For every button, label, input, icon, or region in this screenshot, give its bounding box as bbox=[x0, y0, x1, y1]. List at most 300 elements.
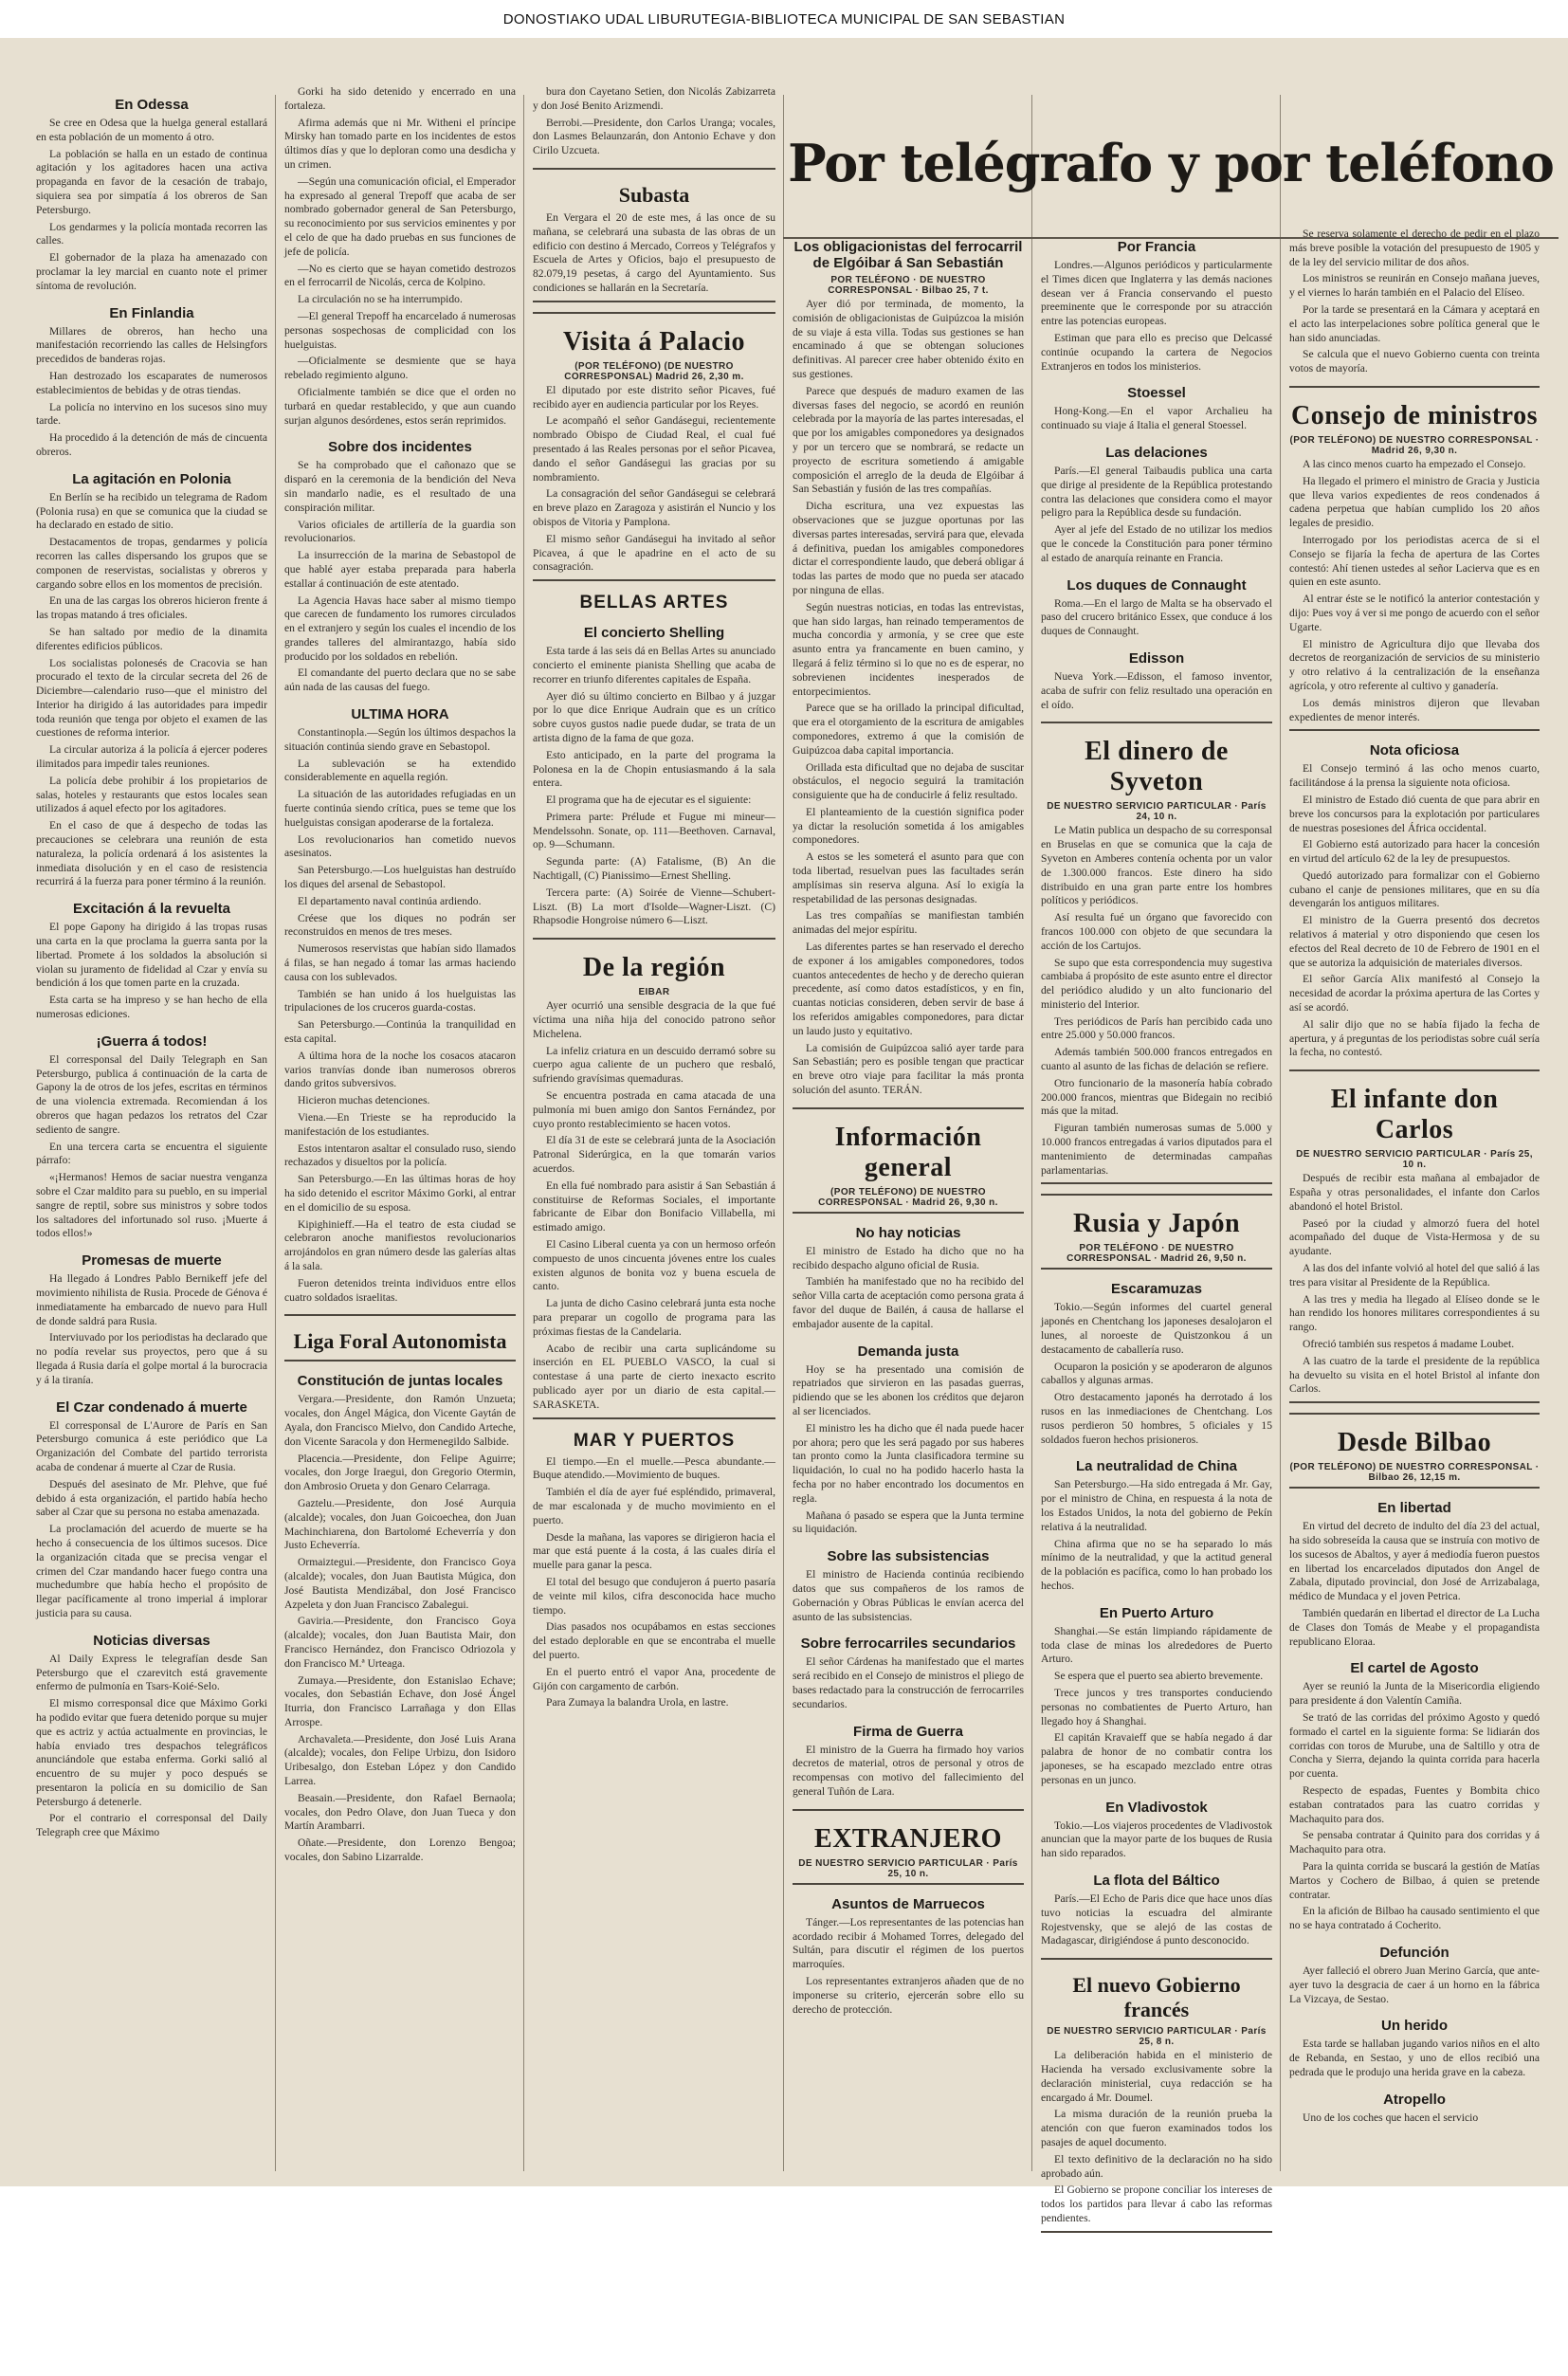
article-paragraph: Trece juncos y tres transportes conduciendo personas no combatientes de Puerto Arturo, han llegado hoy á Shanghai. bbox=[1041, 1686, 1272, 1727]
article-paragraph: Primera parte: Prélude et Fugue mi mineur—Mendelssohn. Sonate, op. 111—Beethoven. Carnaval, op. 9—Schumann. bbox=[533, 810, 775, 851]
article-paragraph: El planteamiento de la cuestión significa poder ya dictar la resolución sometida á los amigables componedores. bbox=[793, 805, 1024, 847]
article-paragraph: La junta de dicho Casino celebrará junta esta noche para preparar un cogollo de programa para las próximas fiestas de la Candelaria. bbox=[533, 1297, 775, 1338]
article-paragraph: Por el contrario el corresponsal del Daily Telegraph cree que Máximo bbox=[36, 1812, 267, 1839]
article-paragraph: Orillada esta dificultad que no dejaba de suscitar obstáculos, el negocio seguirá la tramitación consiguiente que ha de conducirle á feliz resultado. bbox=[793, 760, 1024, 802]
article-paragraph: Numerosos reservistas que habían sido llamados á filas, se han negado á tomar las armas haciendo causa con los sublevados. bbox=[284, 942, 516, 983]
article-paragraph: También el día de ayer fué espléndido, primaveral, de mar escalonada y de mucho movimiento en el puerto. bbox=[533, 1486, 775, 1526]
column-5 bbox=[1033, 228, 1280, 2376]
article-paragraph: Viena.—En Trieste se ha reproducido la manifestación de los estudiantes. bbox=[284, 1111, 516, 1138]
article-paragraph: San Petersburgo.—Ha sido entregada á Mr. Gay, por el ministro de China, en respuesta á la nota de los Estados Unidos, la nota del gobierno de Pekín relativa á la neutralidad. bbox=[1041, 1478, 1272, 1533]
article-headline: En Vladivostok bbox=[1105, 1799, 1208, 1816]
article-headline: El concierto Shelling bbox=[583, 625, 725, 642]
article bbox=[793, 1225, 1024, 1332]
article-headline: Las delaciones bbox=[1105, 444, 1208, 461]
article bbox=[1289, 1945, 1540, 2006]
article-headline: MAR Y PUERTOS bbox=[573, 1430, 736, 1451]
article-headline: Demanda justa bbox=[857, 1343, 959, 1360]
article-paragraph: A última hora de la noche los cosacos atacaron varios tranvías donde iban numerosos obreros dando gritos subversivos. bbox=[284, 1049, 516, 1090]
article-paragraph: La policía no intervino en los sucesos sino muy tarde. bbox=[36, 400, 267, 428]
article-paragraph: San Petersburgo.—Los huelguistas han destruído los diques del arsenal de Sebastopol. bbox=[284, 864, 516, 891]
article bbox=[1289, 386, 1540, 731]
article-headline: El dinero de Syveton bbox=[1085, 737, 1229, 797]
article-headline: Edisson bbox=[1128, 649, 1185, 667]
article-paragraph: El programa que ha de ejecutar es el siguiente: bbox=[546, 794, 752, 807]
article-headline: Por Francia bbox=[1117, 239, 1196, 255]
article-paragraph: La proclamación del acuerdo de muerte se ha hecho á consecuencia de los últimos sucesos. Dice la organización citada que se precisa vengar el crimen del Czar mandando hacer fuego contra una muchedumbre que había hecho el propósito de llegar pacíficamente al trono imperial á implorar justicia para su causa. bbox=[36, 1523, 267, 1619]
article-paragraph: Shanghai.—Se están limpiando rápidamente de toda clase de minas los alrededores de Puerto Arturo. bbox=[1041, 1624, 1272, 1666]
article-paragraph: El departamento naval continúa ardiendo. bbox=[298, 894, 482, 907]
article-paragraph: Además también 500.000 francos entregados en cuanto al asunto de las fichas de delación se refiere. bbox=[1041, 1046, 1272, 1073]
article-paragraph: El total del besugo que condujeron á puerto pasaría de veinte mil kilos, cifra desconocida hace mucho tiempo. bbox=[533, 1575, 775, 1617]
article-paragraph: Ha llegado á Londres Pablo Bernikeff jefe del movimiento nihilista de Rusia. Procede de Génova é inmediatamente ha embarcado de nuevo para Hull de donde saldrá para Rusia. bbox=[36, 1272, 267, 1327]
article-headline: El nuevo Gobierno francés bbox=[1072, 1973, 1241, 2022]
article-headline: Desde Bilbao bbox=[1337, 1428, 1492, 1458]
article-paragraph: —Oficialmente se desmiente que se haya rebelado regimiento alguno. bbox=[284, 355, 516, 382]
article-headline: ¡Guerra á todos! bbox=[96, 1033, 208, 1050]
article bbox=[36, 1252, 267, 1387]
article-paragraph: La infeliz criatura en un descuido derramó sobre su cuerpo agua caliente de un puchero que resbaló, sufriendo gravísimas quemaduras. bbox=[533, 1044, 775, 1086]
article-dateline: DE NUESTRO SERVICIO PARTICULAR · París 25, 10 n. bbox=[798, 1857, 1018, 1879]
article-paragraph: La consagración del señor Gandásegui se celebrará en breve plazo en Zaragoza y asistirán el Nuncio y los obispos de Vitoria y Pamplona. bbox=[533, 487, 775, 528]
article-paragraph: Zumaya.—Presidente, don Estanislao Echave; vocales, don Sebastián Echave, don José Ángel Iturria, don Francisco Larrañaga y don Ellas Arrospe. bbox=[284, 1673, 516, 1728]
article-headline: Noticias diversas bbox=[93, 1632, 210, 1649]
column-1 bbox=[28, 85, 275, 2234]
article-paragraph: Después del asesinato de Mr. Plehve, que fué debido á esta organización, el partido había hecho saber al Czar que su persona no estaba amenazada. bbox=[36, 1477, 267, 1519]
article-paragraph: Berrobi.—Presidente, don Carlos Uranga; vocales, don Lasmes Belaunzarán, don Antonio Echave y don Cirilo Uzcueta. bbox=[533, 116, 775, 157]
column-rule bbox=[275, 95, 276, 2171]
article-headline: Rusia y Japón bbox=[1072, 1209, 1241, 1239]
article bbox=[533, 85, 775, 158]
article-paragraph: París.—El Echo de Paris dice que hace unos días tuvo noticias la escuadra del almirante Rojestvensky, que se alejó de las costas de Madagascar, dirigiéndose á punto desconocido. bbox=[1041, 1892, 1272, 1947]
article-paragraph: La comisión de Guipúzcoa salió ayer tarde para San Sebastián; pero es posible tengan que practicar en breve otro viaje para facilitar la más pronta solución del asunto. TERÁN. bbox=[793, 1041, 1024, 1097]
column-4 bbox=[785, 228, 1031, 2376]
article-headline: ULTIMA HORA bbox=[351, 706, 449, 723]
article-paragraph: Parece que se ha orillado la principal dificultad, que era el otorgamiento de la escritura de amigables componedores, extremo á que la comisión de Guipúzcoa daba capital importancia. bbox=[793, 702, 1024, 757]
article-dateline: POR TELÉFONO · DE NUESTRO CORRESPONSAL · Madrid 26, 9,50 n. bbox=[1067, 1243, 1247, 1265]
article-paragraph: Ayer falleció el obrero Juan Merino García, que ante-ayer tuvo la desgracia de caer á un horno en la fábrica La Vizcaya, de Sestao. bbox=[1289, 1964, 1540, 2005]
article-paragraph: Se espera que el puerto sea abierto brevemente. bbox=[1054, 1670, 1264, 1683]
article-paragraph: Después de recibir esta mañana al embajador de España y otras personalidades, el infante don Carlos abandonó el hotel Bristol. bbox=[1289, 1172, 1540, 1213]
article bbox=[1041, 1281, 1272, 1447]
article-dateline: (POR TELÉFONO) DE NUESTRO CORRESPONSAL · Madrid 26, 9,30 n. bbox=[1289, 434, 1540, 456]
article-paragraph: Los demás ministros dijeron que llevaban expedientes de menor interés. bbox=[1289, 696, 1540, 723]
article-paragraph: Paseó por la ciudad y almorzó fuera del hotel acompañado del duque de Vista-Hermosa y de su ayudante. bbox=[1289, 1216, 1540, 1258]
article bbox=[36, 1033, 267, 1241]
article-paragraph: Destacamentos de tropas, gendarmes y policía recorren las calles dispersando los grupos que se componen de reservistas, socialistas y obreros y cargando sobre ellos en los momentos de precisión. bbox=[36, 536, 267, 591]
article-paragraph: Afirma además que ni Mr. Witheni el príncipe Mirsky han tomado parte en los incidentes de estos últimos días y que lo deploran como una desdicha y un crimen. bbox=[284, 116, 516, 171]
article-paragraph: El Gobierno se propone conciliar los intereses de todos los partidos para llevar á cabo las reformas pendientes. bbox=[1041, 2184, 1272, 2224]
article-paragraph: Al salir dijo que no se había fijado la fecha de apertura, y á preguntas de los periodistas sobre cuál sería la fecha, no contestó. bbox=[1289, 1017, 1540, 1059]
article-headline: En Puerto Arturo bbox=[1099, 1604, 1214, 1621]
article-paragraph: Constantinopla.—Según los últimos despachos la situación continúa siendo grave en Sebastopol. bbox=[284, 726, 516, 753]
article-paragraph: —El general Trepoff ha encarcelado á numerosas personas sospechosas de complicidad con los huelguistas. bbox=[284, 309, 516, 351]
article-headline: En Finlandia bbox=[109, 304, 194, 321]
article-paragraph: Los gendarmes y la policía montada recorren las calles. bbox=[36, 220, 267, 247]
article-paragraph: Se han saltado por medio de la dinamita diferentes edificios públicos. bbox=[36, 625, 267, 652]
article-paragraph: El capitán Kravaieff que se había negado á dar palabra de honor de no combatir contra los japoneses, se ha escapado mezclado entre otras personas en un junco. bbox=[1041, 1731, 1272, 1786]
article-paragraph: Uno de los coches que hacen el servicio bbox=[1303, 2111, 1479, 2124]
article-dateline: POR TELÉFONO · DE NUESTRO CORRESPONSAL · Bilbao 25, 7 t. bbox=[828, 275, 989, 296]
article-paragraph: Kipighinieff.—Ha el teatro de esta ciudad se celebraron anoche manifiestos revolucionarios arrojándolos en gran número desde las galerías altas á la sala. bbox=[284, 1217, 516, 1272]
article bbox=[1289, 1660, 1540, 1933]
article bbox=[1289, 742, 1540, 1060]
article-paragraph: Fueron detenidos treinta individuos entre ellos cuatro soldados israelitas. bbox=[284, 1276, 516, 1304]
article-paragraph: Roma.—En el largo de Malta se ha observado el paso del crucero británico Essex, que conduce á los duques de Connaught. bbox=[1041, 596, 1272, 638]
article-paragraph: Así resulta fué un órgano que favorecido con francos 100.000 con objeto de que secundara la acción de los Cartujos. bbox=[1041, 911, 1272, 952]
article-paragraph: El diputado por este distrito señor Picaves, fué recibido ayer en audiencia particular por los Reyes. bbox=[533, 383, 775, 411]
article-paragraph: Se ha comprobado que el cañonazo que se disparó en la ceremonia de la bendición del Neva sin mandarlo nadie, es el resultado de una conspiración militar. bbox=[284, 459, 516, 514]
article-paragraph: La circular autoriza á la policía á ejercer poderes ilimitados para impedir tales reuniones. bbox=[36, 743, 267, 771]
article bbox=[533, 625, 775, 928]
article-paragraph: Segunda parte: (A) Fatalisme, (B) An die Nachtigall, (C) Pianissimo—Ernest Shelling. bbox=[533, 855, 775, 883]
article-headline: Nota oficiosa bbox=[1369, 742, 1460, 759]
article-paragraph: A las dos del infante volvió al hotel del que salió á las tres para visitar al Presidente de la República. bbox=[1289, 1262, 1540, 1289]
article-paragraph: El ministro de Estado ha dicho que no ha recibido despacho alguno oficial de Rusia. bbox=[793, 1244, 1024, 1271]
article-paragraph: Estiman que para ello es preciso que Delcassé continúe ocupando la cartera de Negocios Extranjeros en todos los ministerios. bbox=[1041, 331, 1272, 373]
article-paragraph: Tokio.—Según informes del cuartel general japonés en Chentchang los japoneses desalojaron el lunes, al noroeste de Quistzonkou á un destacamento de caballería ruso. bbox=[1041, 1301, 1272, 1356]
article bbox=[284, 1314, 516, 1362]
article-headline: Liga Foral Autonomista bbox=[293, 1329, 507, 1354]
article-paragraph: Se encuentra postrada en cama atacada de una pulmonía mi buen amigo don Santos Fernández, por cuyo pronto restablecimiento se hacen votos. bbox=[533, 1089, 775, 1130]
article-paragraph: La insurrección de la marina de Sebastopol de que hablé ayer estaba preparada para haberla estallar á continuación de este atentado. bbox=[284, 549, 516, 590]
article-paragraph: A estos se les someterá el asunto para que con toda libertad, resuelvan pues las facultades serán amplísimas sin reserva alguna. Así lo exigía la respetabilidad de las personas designadas. bbox=[793, 850, 1024, 905]
article-paragraph: Hoy se ha presentado una comisión de repatriados que sirvieron en las pasadas guerras, pidiendo que se les abonen los créditos que dejaron al ser licenciados. bbox=[793, 1362, 1024, 1417]
article-paragraph: El ministro de Hacienda continúa recibiendo datos que sus compañeros de los ramos de Gobernación y Obras Públicas le envían acerca del asunto de las subsistencias. bbox=[793, 1568, 1024, 1623]
article-paragraph: Oñate.—Presidente, don Lorenzo Bengoa; vocales, don Sabino Lizarralde. bbox=[284, 1837, 516, 1864]
article-paragraph: El ministro de Agricultura dijo que llevaba dos decretos de reorganización de servicios de su ministerio y otro relativo á la centralización de la enseñanza agrícola, y otro referente al cultivo y ganadería. bbox=[1289, 637, 1540, 692]
article-paragraph: Hong-Kong.—En el vapor Archalieu ha continuado su viaje á Italia el general Stoessel. bbox=[1041, 405, 1272, 432]
article-paragraph: Se cree en Odesa que la huelga general estallará en esta población de un momento á otro. bbox=[36, 117, 267, 143]
article-paragraph: —Según una comunicación oficial, el Emperador ha expresado al general Trepoff que acaba de ser nombrado gobernador general de San Petersburgo, su reconocimiento por sus servicios eminentes y por el celo de que ha dado pruebas en sus funciones de jefe de policía. bbox=[284, 174, 516, 258]
article-paragraph: Archavaleta.—Presidente, don José Luis Arana (alcalde); vocales, don Felipe Urbizu, don Isidoro Uribesalgo, don Esteban López y don Candido Larrea. bbox=[284, 1732, 516, 1788]
article-paragraph: Los revolucionarios han cometido nuevos asesinatos. bbox=[284, 832, 516, 860]
article-paragraph: Beasain.—Presidente, don Rafael Bernaola; vocales, don Pedro Olave, don Juan Tueca y don Martín Arambarri. bbox=[284, 1791, 516, 1833]
article-headline: En libertad bbox=[1377, 1500, 1451, 1517]
article-paragraph: Ormaiztegui.—Presidente, don Francisco Goya (alcalde); vocales, don Juan Bautista Múgica, don José Bautista Mendizábal, don José Francisco Azpeleta y don Juan Francisco Zabalegui. bbox=[284, 1556, 516, 1611]
article-paragraph: También ha manifestado que no ha recibido del señor Villa carta de aceptación como persona grata á favor del duque de Bailén, á causa de hallarse el embajador ausente de la capital. bbox=[793, 1275, 1024, 1330]
article-paragraph: En el puerto entró el vapor Ana, procedente de Gijón con cargamento de carbón. bbox=[533, 1665, 775, 1692]
article-paragraph: Esto anticipado, en la parte del programa la Polonesa en la de Chopin entusiasmando á la sala entera. bbox=[533, 748, 775, 790]
article-paragraph: Respecto de espadas, Fuentes y Bombita chico estaban contratados para las cuatro corridas y Machaquito para dos. bbox=[1289, 1783, 1540, 1825]
article-paragraph: Ocuparon la posición y se apoderaron de algunos caballos y algunas armas. bbox=[1041, 1360, 1272, 1387]
article-paragraph: Oficialmente también se dice que el orden no turbará en quedar restablecido, y que aun cuando surjan algunos desórdenes, estos serán reprimidos. bbox=[284, 385, 516, 427]
article bbox=[284, 706, 516, 1305]
article bbox=[1289, 1069, 1540, 1403]
article-paragraph: El Casino Liberal cuenta ya con un hermoso orfeón compuesto de unos cincuenta jóvenes entre los cuales existen algunos de bonita voz y buena escuela de canto. bbox=[533, 1238, 775, 1293]
article bbox=[793, 1548, 1024, 1624]
article-paragraph: Vergara.—Presidente, don Ramón Unzueta; vocales, don Ángel Mágica, don Vicente Gaytán de Ayala, don Francisco Mielvo, don Candido Arteche, don Vicente Saracola y don Hermenegildo Salbide. bbox=[284, 1393, 516, 1448]
article-dateline: DE NUESTRO SERVICIO PARTICULAR · París 25, 8 n. bbox=[1047, 2026, 1267, 2048]
article-paragraph: Interrogado por los periodistas acerca de si el Consejo se fijaría la fecha de apertura de las Cortes contestó: Ahí tienen ustedes al señor Lacierva que es en quien en este asunto. bbox=[1289, 533, 1540, 589]
article bbox=[1289, 2092, 1540, 2126]
article-paragraph: Al Daily Express le telegrafían desde San Petersburgo que el czarevitch está gravemente enfermo de pulmonía en Tsars-Koié-Selo. bbox=[36, 1652, 267, 1693]
article-paragraph: El ministro de la Guerra ha firmado hoy varios decretos de material, otros de personal y otros de recompensas con motivo del fallecimiento del general Tuñón de Lara. bbox=[793, 1743, 1024, 1798]
article bbox=[1041, 577, 1272, 639]
article-paragraph: Por la tarde se presentará en la Cámara y aceptará en el acto las interpelaciones sobre política general que le han sido anunciadas. bbox=[1289, 302, 1540, 344]
article-paragraph: En Vergara el 20 de este mes, á las once de su mañana, se celebrará una subasta de las obras de un edificio con destino á Mercado, Correos y Telégrafos y Escuela de Artes y Oficios, bajo el presupuesto de 82.079,19 pesetas, á cargo del Ayuntamiento. Sus condiciones se hallarán en la Secretaría. bbox=[533, 210, 775, 294]
article-paragraph: Gaztelu.—Presidente, don José Aurquia (alcalde); vocales, don Juan Goicoechea, don Juan Machinchiarena, don Bartolomé Echeverría y don Justo Echeverría. bbox=[284, 1496, 516, 1552]
article-headline: Sobre las subsistencias bbox=[827, 1548, 990, 1565]
article-paragraph: Quedó autorizado para formalizar con el Gobierno cubano el canje de pensiones militares, que en su día devengarán los antiguos militares. bbox=[1289, 868, 1540, 910]
article-headline: Los obligacionistas del ferrocarril de Elgóibar á San Sebastián bbox=[793, 239, 1023, 271]
article-dateline: (POR TELÉFONO) (DE NUESTRO CORRESPONSAL) Madrid 26, 2,30 m. bbox=[564, 360, 744, 382]
article bbox=[793, 239, 1024, 1098]
article-paragraph: El corresponsal de L'Aurore de París en San Petersburgo comunica á este periódico que La Organización del Combate del partido terrorista acaba de condenar á muerte al Czar de Rusia. bbox=[36, 1418, 267, 1473]
article-headline: BELLAS ARTES bbox=[579, 593, 729, 613]
article-dateline: (POR TELÉFONO) DE NUESTRO CORRESPONSAL · Bilbao 26, 12,15 m. bbox=[1289, 1462, 1540, 1484]
article-headline: La flota del Báltico bbox=[1093, 1872, 1220, 1889]
article-paragraph: Según nuestras noticias, en todas las entrevistas, que han sido largas, han reinado temperamentos de mucha concordia y armonía, y se cree que este asunto entra ya francamente en buen camino, y llegará á feliz término si lo que no es de esperar, no sobrevienen incidentes inesperados de entorpecimientos. bbox=[793, 600, 1024, 698]
article-paragraph: Se reserva solamente el derecho de pedir en el plazo más breve posible la votación del presupuesto de 1905 y de la ley del servicio militar de dos años. bbox=[1289, 228, 1540, 268]
article bbox=[1041, 445, 1272, 566]
article bbox=[793, 1636, 1024, 1711]
article-paragraph: El ministro les ha dicho que él nada puede hacer por ahora; pero que les será pagado por sus haberes tan pronto como la Junta clasificadora termine su liquidación, lo cual no ha podido hacerlo hasta la fecha por no haber encontrado los documentos en regla. bbox=[793, 1421, 1024, 1505]
article bbox=[793, 1809, 1024, 1885]
article-paragraph: —No es cierto que se hayan cometido destrozos en el ferrocarril de Nicolás, cerca de Kolpino. bbox=[284, 262, 516, 289]
article-paragraph: Créese que los diques no podrán ser reconstruidos en menos de tres meses. bbox=[284, 911, 516, 939]
article-paragraph: El corresponsal del Daily Telegraph en San Petersburgo, publica á continuación de la carta de Gapony la de otros de los jefes, escritas en términos de una violencia extremada. Recomiendan á los obreros que hagan pedazos los retratos del Czar sediento de sangre. bbox=[36, 1052, 267, 1136]
archive-banner bbox=[0, 0, 1568, 38]
article-paragraph: Para Zumaya la balandra Urola, en lastre. bbox=[546, 1696, 729, 1709]
article-paragraph: La población se halla en un estado de continua agitación y los agitadores hacen una activa propaganda en favor de la cesación de trabajo, siquiera sea por simpatía á los obreros de San Petersburgo. bbox=[36, 147, 267, 216]
article-paragraph: bura don Cayetano Setien, don Nicolás Zabizarreta y don José Benito Arizmendi. bbox=[533, 85, 775, 112]
article-paragraph: Le Matin publica un despacho de su corresponsal en Bruselas en que se comunica que la caja de Syveton en Amberes contenía ochenta por un valor de 1.300.000 francos. Este dinero ha sido distribuido en una gran parte entre los hombres políticos y periódicos. bbox=[1041, 824, 1272, 907]
article bbox=[36, 1399, 267, 1621]
article-paragraph: En Berlín se ha recibido un telegrama de Radom (Polonia rusa) en que se comunica que la ciudad se ha declarado en estado de sitio. bbox=[36, 490, 267, 532]
article-headline: Escaramuzas bbox=[1111, 1281, 1202, 1298]
article-paragraph: Ha procedido á la detención de más de cincuenta obreros. bbox=[36, 431, 267, 458]
article-paragraph: Las tres compañías se manifiestan también animadas del mejor espíritu. bbox=[793, 909, 1024, 937]
article-paragraph: Esta tarde se hallaban jugando varios niños en el alto de Rebanda, en Sestao, y uno de ellos recibió una pedrada que le produjo una herida grave en la cabeza. bbox=[1289, 2038, 1540, 2078]
article-paragraph: Estos intentaron asaltar el consulado ruso, siendo rechazados y disueltos por la policía. bbox=[284, 1142, 516, 1169]
article bbox=[36, 1633, 267, 1840]
article-paragraph: Gaviria.—Presidente, don Francisco Goya (alcalde); vocales, don Juan Bautista Mair, don Francisco Hernández, don Francisco Odriozola y don Francisco M.ª Urteaga. bbox=[284, 1615, 516, 1670]
article-paragraph: Se supo que esta correspondencia muy sugestiva cambiaba á propósito de este asunto entre el director del periódico aludido y un alto funcionario del ministerio del Interior. bbox=[1041, 956, 1272, 1011]
article-paragraph: El Gobierno está autorizado para hacer la concesión en virtud del artículo 62 de la ley de presupuestos. bbox=[1289, 838, 1540, 866]
article-headline: Consejo de ministros bbox=[1291, 400, 1538, 430]
article-paragraph: En la afición de Bilbao ha causado sentimiento el que no se haya contratado á Cocherito. bbox=[1289, 1905, 1540, 1932]
article bbox=[793, 1343, 1024, 1538]
article-paragraph: Gorki ha sido detenido y encerrado en una fortaleza. bbox=[284, 85, 516, 112]
article-paragraph: Otro destacamento japonés ha derrotado á los rusos en las inmediaciones de Chentchang. Los rusos perdieron 50 hombres, 5 oficiales y 15 soldados fueron hechos prisioneros. bbox=[1041, 1391, 1272, 1446]
article-paragraph: El mismo señor Gandásegui ha invitado al señor Picavea, á que le apadrine en el acto de su consagración. bbox=[533, 532, 775, 574]
article-headline: La neutralidad de China bbox=[1075, 1458, 1238, 1475]
article-paragraph: Los ministros se reunirán en Consejo mañana jueves, y el viernes lo harán también en el Palacio del Elíseo. bbox=[1289, 272, 1540, 300]
article-headline: Los duques de Connaught bbox=[1067, 576, 1247, 594]
article-paragraph: Los socialistas polonesés de Cracovia se han procurado el texto de la circular secreta del 26 de Diciembre—calendario ruso—que el ministro del Interior ha dirigido á las autoridades para impedir toda reunión que tenga por objeto el examen de las cuestiones de reforma interior. bbox=[36, 656, 267, 740]
article-dateline: DE NUESTRO SERVICIO PARTICULAR · París 25, 10 n. bbox=[1296, 1149, 1533, 1171]
article bbox=[1041, 1194, 1272, 1270]
article-paragraph: Ayer dió su último concierto en Bilbao y á juzgar por lo que dice Enrique Audrain que es un crítico sobre cuyos gustos nadie puede dudar, se trata de un artista digno de la fama de que goza. bbox=[533, 689, 775, 744]
article bbox=[1289, 1500, 1540, 1649]
article-paragraph: Otro funcionario de la masonería había cobrado 200.000 francos, mientras que Bidegain no recibió más que la mitad. bbox=[1041, 1076, 1272, 1118]
article bbox=[1041, 385, 1272, 433]
article-paragraph: El señor García Alix manifestó al Consejo la necesidad de acordar la próxima apertura de las Cortes y así se acordó. bbox=[1289, 973, 1540, 1014]
article bbox=[1289, 1413, 1540, 1489]
article-paragraph: El gobernador de la plaza ha amenazado con proclamar la ley marcial en cuanto note el primer síntoma de revolución. bbox=[36, 251, 267, 292]
article-paragraph: Al entrar éste se le notificó la anterior contestación y dijo: Pues voy á ver si me pongo de acuerdo con el señor Ugarte. bbox=[1289, 593, 1541, 633]
article-headline: Subasta bbox=[618, 182, 690, 207]
article-headline: Defunción bbox=[1379, 1944, 1449, 1961]
article-headline: Visita á Palacio bbox=[562, 326, 746, 356]
article-headline: Sobre dos incidentes bbox=[328, 439, 472, 456]
article-paragraph: Las diferentes partes se han reservado el derecho de exponer á los amigables componedores, todos cuantos antecedentes de hecho y de derecho quieran precedente, así como datos estadísticos, y en fin, cuantas noticias consideren, deben servir de base á los referidos amigables componedores, para dictar un laudo justo y equitativo. bbox=[793, 941, 1024, 1037]
article-headline: Excitación á la revuelta bbox=[73, 901, 230, 918]
article-paragraph: Tres periódicos de París han percibido cada uno entre 25.000 y 50.000 francos. bbox=[1041, 1014, 1272, 1042]
article-paragraph: Hicieron muchas detenciones. bbox=[298, 1094, 430, 1107]
article-paragraph: A las cuatro de la tarde el presidente de la república ha devuelto su visita en el hotel Bristol al infante don Carlos. bbox=[1289, 1354, 1540, 1396]
archive-title: DONOSTIAKO UDAL LIBURUTEGIA-BIBLIOTECA MUNICIPAL DE SAN SEBASTIAN bbox=[502, 10, 1066, 27]
article-headline: En Odessa bbox=[115, 97, 189, 113]
article-paragraph: El texto definitivo de la declaración no ha sido aprobado aún. bbox=[1041, 2152, 1272, 2180]
article-headline: Información general bbox=[834, 1122, 982, 1182]
article-paragraph: El pope Gapony ha dirigido á las tropas rusas una carta en la que proclama la guerra santa por la libertad. Promete á los soldados la absolución si violan su juramento de fidelidad al Czar y envía su bendición á los que tomen parte en la cruzada. bbox=[36, 921, 267, 990]
article-headline: El cartel de Agosto bbox=[1350, 1660, 1479, 1677]
article bbox=[1041, 1958, 1272, 2233]
masthead-title: Por telégrafo y por teléfono bbox=[788, 133, 1554, 193]
article-paragraph: San Petersburgo.—Continúa la tranquilidad en esta capital. bbox=[284, 1018, 516, 1046]
article bbox=[533, 938, 775, 1418]
article-paragraph: Figuran también numerosas sumas de 5.000 y 10.000 francos entregadas á varios diputados para el mantenimiento de determinadas campañas parlamentarias. bbox=[1041, 1122, 1272, 1177]
article-paragraph: Se pensaba contratar á Quinito para dos corridas y á Machaquito para otra. bbox=[1289, 1829, 1540, 1856]
column-rule bbox=[783, 95, 784, 2171]
article bbox=[1041, 1458, 1272, 1593]
column-3 bbox=[525, 85, 783, 2234]
article-paragraph: La deliberación habida en el ministerio de Hacienda ha versado exclusivamente sobre la declaración ministerial, cuya redacción se ha encargado á Mr. Doumel. bbox=[1041, 2049, 1272, 2104]
article-paragraph: Tokio.—Los viajeros procedentes de Vladivostok anuncian que la mayor parte de los buques de Rusia han sido reparados. bbox=[1041, 1819, 1272, 1860]
article bbox=[36, 471, 267, 890]
article-headline: Promesas de muerte bbox=[82, 1252, 222, 1270]
article-paragraph: Le acompañó el señor Gandásegui, recientemente nombrado Obispo de Ciudad Real, el cual fué presentado á las Reales personas por el señor Picavea, dando el señor Gandásegui las gracias por su nombramiento. bbox=[533, 414, 775, 484]
article-paragraph: En una tercera carta se encuentra el siguiente párrafo: bbox=[36, 1140, 267, 1167]
article-paragraph: Parece que después de maduro examen de las diversas fases del negocio, se acordó en reunión celebrada por la mayoría de las partes interesadas, el que por los amigables componedores ya designados y por un tercero que se nombrará, se redacte un proyecto de escritura sometiendo á amigable composición el arreglo de la deuda de Elgóibar á San Sebastián y fusión de las tres compañías. bbox=[793, 384, 1024, 496]
article-paragraph: El ministro de la Guerra presentó dos decretos relativos á material y otro disponiendo que cesen los efectos del Real decreto de 10 de Febrero de 1901 en el que se autoriza la adquisición de materiales diversos. bbox=[1289, 914, 1540, 969]
article-paragraph: La situación de las autoridades refugiadas en un fuerte continúa siendo crítica, pues se teme que los huelguistas consigan apoderarse de la fortaleza. bbox=[284, 788, 516, 829]
newspaper-page bbox=[0, 38, 1568, 2224]
article-paragraph: La circulación no se ha interrumpido. bbox=[298, 293, 463, 306]
article-paragraph: Se calcula que el nuevo Gobierno cuenta con treinta votos de mayoría. bbox=[1289, 348, 1540, 375]
column-rule bbox=[1280, 95, 1281, 2171]
article-paragraph: En ella fué nombrado para asistir á San Sebastián á constituirse de Reformas Sociales, el importante fabricante de Eibar don Bonifacio Villabella, mi estimado amigo. bbox=[533, 1179, 775, 1234]
article-paragraph: En el caso de que á despecho de todas las precauciones se celebrara una reunión de esta naturaleza, la policía ordenará á los asistentes la inmediata disolución y en el caso de resistencia recurrirá á la fuerza para poner término á la reunión. bbox=[36, 819, 267, 888]
article-paragraph: Tánger.—Los representantes de las potencias han acordado recibir á Mohamed Torres, delegado del Sultán, para discutir el régimen de los puertos marroquíes. bbox=[793, 1915, 1024, 1971]
article bbox=[1041, 1605, 1272, 1788]
article-paragraph: Desde la mañana, las vapores se dirigieron hacia el mar que está puente á la costa, á las cuales diría el muelle para ganar la pesca. bbox=[533, 1530, 775, 1572]
article bbox=[1041, 1873, 1272, 1948]
article-paragraph: China afirma que no se ha separado lo más mínimo de la neutralidad, y que la actitud general de la población es pacífica, como lo han probado los hechos. bbox=[1041, 1537, 1272, 1592]
article-headline: Stoessel bbox=[1127, 385, 1186, 402]
article-paragraph: El Consejo terminó á las ocho menos cuarto, facilitándose á la prensa la siguiente nota oficiosa. bbox=[1289, 762, 1540, 790]
article-paragraph: La Agencia Havas hace saber al mismo tiempo que carecen de fundamento los rumores circulados en el extranjero y según los cuales el incendio de los grandes talleres del almirantazgo, había sido producido por los soldados en rebelión. bbox=[284, 594, 516, 663]
article-dateline: EIBAR bbox=[638, 987, 670, 998]
article bbox=[284, 85, 516, 428]
article-paragraph: Esta tarde á las seis dá en Bellas Artes su anunciado concierto el eminente pianista Shelling que acaba de recorrer en triunfo diferentes capitales de España. bbox=[533, 645, 775, 685]
article-paragraph: El comandante del puerto declara que no se sabe aún nada de las causas del fuego. bbox=[284, 667, 516, 694]
article bbox=[1041, 722, 1272, 1184]
article bbox=[1289, 228, 1540, 376]
article-paragraph: Acabo de recibir una carta suplicándome su inserción en EL PUEBLO VASCO, la cual si contestase á una parte de cierto inexacto escrito publicado ayer por un diario de esta capital.—SARASKETA. bbox=[533, 1342, 775, 1411]
article-headline: De la región bbox=[582, 953, 726, 983]
article bbox=[533, 1431, 775, 1711]
article-paragraph: Tercera parte: (A) Soirée de Vienne—Schubert-Liszt. (B) La mort d'Isolde—Wagner-Liszt. (C) Rhapsodie Hongroise número 6—Liszt. bbox=[533, 886, 775, 927]
column-rule bbox=[523, 95, 524, 2171]
article bbox=[36, 901, 267, 1022]
article-paragraph: La sublevación se ha extendido considerablemente en aquella región. bbox=[284, 757, 516, 784]
column-6 bbox=[1282, 228, 1547, 2376]
article-paragraph: Han destrozado los escaparates de numerosos establecimientos de bebidas y de otras tiendas. bbox=[36, 369, 267, 396]
article-paragraph: Ofreció también sus respetos á madame Loubet. bbox=[1303, 1338, 1515, 1351]
article-paragraph: A las tres y media ha llegado al Elíseo donde se le han rendido los honores militares correspondientes á su rango. bbox=[1289, 1292, 1540, 1334]
article bbox=[36, 305, 267, 460]
article-headline: La agitación en Polonia bbox=[72, 470, 231, 487]
article-paragraph: La misma duración de la reunión prueba la atención con que fueron examinados todos los pasajes de aquel documento. bbox=[1041, 2108, 1272, 2148]
article bbox=[533, 168, 775, 302]
article-paragraph: En una de las cargas los obreros hicieron frente á las tropas matando á tres oficiales. bbox=[36, 594, 267, 622]
article-paragraph: Para la quinta corrida se buscará la gestión de Matías Martos y Cochero de Bilbao, á quien se pretende contratar. bbox=[1289, 1859, 1540, 1901]
article bbox=[1041, 1800, 1272, 1861]
article-dateline: (POR TELÉFONO) DE NUESTRO CORRESPONSAL · Madrid 26, 9,30 n. bbox=[818, 1186, 998, 1208]
article-paragraph: El señor Cárdenas ha manifestado que el martes será recibido en el Consejo de ministros el pliego de bases redactado para la construcción de ferrocarriles secundarios. bbox=[793, 1655, 1024, 1710]
article-headline: Un herido bbox=[1381, 2018, 1448, 2035]
article-paragraph: París.—El general Taibaudis publica una carta que dirige al presidente de la República protestando contra las delaciones que considera como el mayor peligro para la República desde su fundación. bbox=[1041, 464, 1272, 520]
article-paragraph: Ayer se reunió la Junta de la Misericordia eligiendo para presidente á don Valentín Camiña. bbox=[1289, 1680, 1540, 1708]
article bbox=[36, 97, 267, 294]
article bbox=[1041, 239, 1272, 374]
article-paragraph: Londres.—Algunos periódicos y particularmente el Times dicen que Inglaterra y las demás naciones desean ver á Francia conservando el puesto preeminente que le corresponde por su atracción entre las potencias europeas. bbox=[1041, 259, 1272, 328]
article-paragraph: Ayer al jefe del Estado de no utilizar los medios que le concede la Constitución para poner término al estado de anarquía reinante en Francia. bbox=[1041, 523, 1272, 564]
article-paragraph: Los representantes extranjeros añaden que de no imponerse su criterio, ejercerán sobre ello su derecho de protección. bbox=[793, 1974, 1024, 2016]
article bbox=[793, 1107, 1024, 1214]
article-paragraph: Ha llegado el primero el ministro de Gracia y Justicia que lleva varios expedientes de reos condenados á cadena perpetua que habían cumplido los 20 años legales de presidio. bbox=[1289, 474, 1540, 530]
article-paragraph: San Petersburgo.—En las últimas horas de hoy ha sido detenido el escritor Máximo Gorki, al entrar en el domicilio de su esposa. bbox=[284, 1173, 516, 1214]
article-paragraph: Varios oficiales de artillería de la guardia son revolucionarios. bbox=[284, 518, 516, 545]
article-headline: Constitución de juntas locales bbox=[297, 1373, 503, 1390]
article bbox=[1041, 650, 1272, 712]
article-headline: EXTRANJERO bbox=[814, 1823, 1002, 1854]
article-paragraph: También se han unido á los huelguistas las tripulaciones de los cruceros guarda-costas. bbox=[284, 987, 516, 1014]
column-2 bbox=[277, 85, 523, 2234]
article bbox=[284, 439, 516, 695]
article-paragraph: También quedarán en libertad el director de La Lucha de Clases don Tomás de Meabe y el propagandista republicano Eloraa. bbox=[1289, 1606, 1540, 1648]
article-paragraph: El tiempo.—En el muelle.—Pesca abundante.—Buque atendido.—Movimiento de buques. bbox=[533, 1454, 775, 1482]
article-paragraph: Esta carta se ha impreso y se han hecho de ella numerosas ediciones. bbox=[36, 994, 267, 1021]
article-paragraph: La policía debe prohibir á los propietarios de salas, hoteles y restaurants que estos locales sean utilizados á aquel efecto por los agitadores. bbox=[36, 774, 267, 815]
article-headline: Asuntos de Marruecos bbox=[831, 1895, 985, 1912]
article-paragraph: Nueva York.—Edisson, el famoso inventor, acaba de sufrir con feliz resultado una operación en el oído. bbox=[1041, 669, 1272, 711]
article-paragraph: Ayer dió por terminada, de momento, la comisión de obligacionistas de Guipúzcoa la misión de su viaje á esta villa. Todas sus gestiones se han encaminado á que se obtengan soluciones definitivas. Al parecer cree haber obtenido éxito en sus gestiones. bbox=[793, 298, 1024, 380]
article bbox=[793, 1896, 1024, 2018]
article-paragraph: Dias pasados nos ocupábamos en estas secciones del estado deplorable en que se encontraba el muelle del puerto. bbox=[533, 1620, 775, 1661]
article bbox=[1289, 2018, 1540, 2079]
article-paragraph: Millares de obreros, han hecho una manifestación recorriendo las calles de Helsingfors precedidos de banderas rojas. bbox=[36, 324, 267, 366]
article-paragraph: Interviuvado por los periodistas ha declarado que no podía revelar sus proyectos, pero que á su llegada á Rusia daría el golpe mortal á la burocracia y á la tiranía. bbox=[36, 1331, 267, 1386]
article-paragraph: Mañana ó pasado se espera que la Junta termine su liquidación. bbox=[793, 1508, 1024, 1536]
article-paragraph: Ayer ocurrió una sensible desgracia de la que fué víctima una niña hija del conocido patrono señor Michelena. bbox=[533, 999, 775, 1040]
article-headline: El infante don Carlos bbox=[1330, 1085, 1499, 1145]
article-paragraph: «¡Hermanos! Hemos de saciar nuestra venganza sobre el Czar maldito para su pueblo, en su imperial sangre de reptil, sobre sus ministros y sobre todos los saltadores del infortunado sol ruso. ¡Muerte á todos ellos!» bbox=[36, 1171, 267, 1240]
article bbox=[533, 593, 775, 613]
article-dateline: DE NUESTRO SERVICIO PARTICULAR · París 24, 10 n. bbox=[1047, 801, 1267, 823]
article bbox=[284, 1373, 516, 1865]
article-paragraph: Placencia.—Presidente, don Felipe Aguirre; vocales, don Jorge Iraegui, don Gregorio Otermin, don Ambrosio Orueta y don Genaro Celarraga. bbox=[284, 1452, 516, 1493]
article-paragraph: Se trató de las corridas del próximo Agosto y quedó formado el cartel en la siguiente forma: Se lidiarán dos corridas con toros de Murube, una de Saltillo y otra de Concha y Sierra, dejando la quinta corrida para hacerla por cuenta. bbox=[1289, 1710, 1540, 1781]
article-paragraph: El ministro de Estado dió cuenta de que para abrir en breve los concursos para la explotación por particulares de nuestras posesiones del África occidental. bbox=[1289, 793, 1540, 834]
article-headline: El Czar condenado á muerte bbox=[56, 1398, 247, 1416]
article-headline: No hay noticias bbox=[855, 1224, 961, 1241]
article bbox=[533, 312, 775, 581]
article-paragraph: En virtud del decreto de indulto del día 23 del actual, ha sido sobreseída la causa que se instruía con motivo de los sucesos de Abaltos, y ayer á mediodía fueron puestos en libertad los encarcelados diputados don Angel de Zabala, diputado provincial, don José de Arrizabalaga, médico de Mundaca y el joven Petrica. bbox=[1289, 1520, 1541, 1603]
article-paragraph: El mismo corresponsal dice que Máximo Gorki ha podido evitar que fuera detenido porque su mujer que es actriz y actúa actualmente en provincias, le había enviado tres despachos telegráficos anunciándole que estaba enferma. Gorki salió al encuentro de su mujer y poco después se presentaron la policía en su domicilio de San Petersburgo á detenerle. bbox=[36, 1697, 267, 1808]
